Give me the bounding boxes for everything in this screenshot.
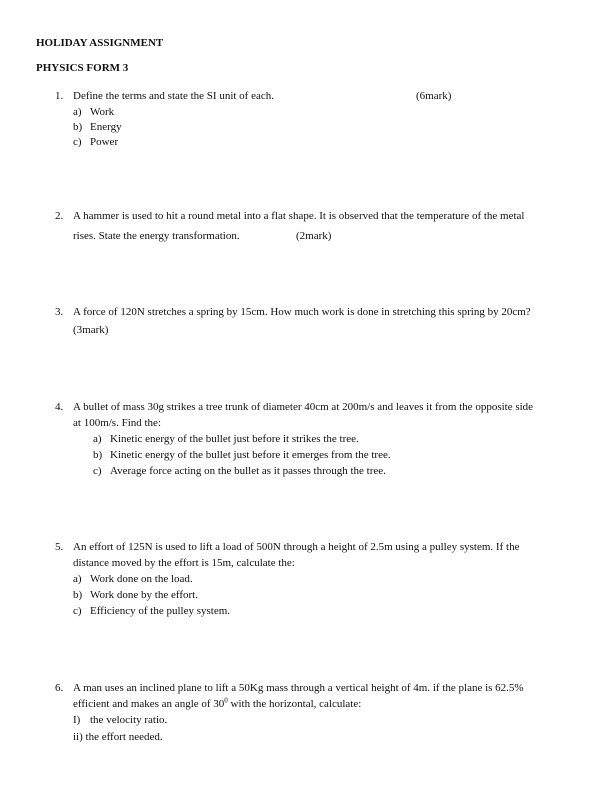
sub-item [73, 106, 114, 119]
sub-item [73, 731, 163, 744]
degree-superscript: 0 [224, 696, 228, 705]
sub-item [93, 433, 359, 446]
question-text [73, 698, 361, 711]
item-text: Kinetic energy of the bullet just before it strikes the tree. [110, 433, 359, 445]
sub-item [73, 573, 193, 586]
question-text: Define the terms and state the SI unit of each. [73, 90, 274, 102]
sub-item [73, 605, 230, 618]
item-text: Work [90, 106, 115, 118]
item-text: ii) the effort needed. [73, 731, 163, 743]
item-label: a) [73, 106, 82, 118]
question-text: rises. State the energy transformation. [73, 230, 240, 242]
item-text: Work done by the effort. [90, 589, 198, 601]
question-number: 1. [55, 90, 64, 102]
item-text: Efficiency of the pulley system. [90, 605, 231, 617]
item-label: c) [73, 136, 82, 148]
sub-item [73, 121, 122, 134]
item-text: Average force acting on the bullet as it passes through the tree. [110, 465, 386, 477]
sub-item [73, 136, 118, 149]
item-text: Work done on the load. [90, 573, 193, 585]
item-label: c) [73, 605, 82, 617]
question-number: 2. [55, 210, 64, 222]
sub-item [93, 465, 386, 478]
document-subtitle: PHYSICS FORM 3 [36, 62, 129, 74]
item-label: c) [93, 465, 102, 477]
question-number: 6. [55, 682, 64, 694]
item-label: I) [73, 714, 81, 726]
item-label: b) [73, 121, 83, 133]
document-title: HOLIDAY ASSIGNMENT [36, 37, 164, 49]
question-text: at 100m/s. Find the: [73, 417, 161, 429]
sub-item [73, 589, 198, 602]
question-marks: (2mark) [296, 230, 332, 242]
item-label: a) [93, 433, 102, 445]
item-text: Kinetic energy of the bullet just before it emerges from the tree. [110, 449, 391, 461]
question-marks: (3mark) [73, 324, 109, 336]
question-text: A force of 120N stretches a spring by 15cm. How much work is done in stretching this spring by 20cm? [73, 306, 531, 318]
text-part: efficient and makes an angle of 30 [73, 698, 225, 710]
sub-item [73, 714, 167, 727]
question-number: 4. [55, 401, 64, 413]
question-text: distance moved by the effort is 15m, calculate the: [73, 557, 295, 569]
item-label: b) [73, 589, 83, 601]
item-text: Energy [90, 121, 122, 133]
item-text: the velocity ratio. [90, 714, 168, 726]
item-label: a) [73, 573, 82, 585]
question-text: A bullet of mass 30g strikes a tree trunk of diameter 40cm at 200m/s and leaves it from the opposite side [73, 401, 534, 413]
sub-item [93, 449, 391, 462]
text-part: with the horizontal, calculate: [227, 698, 362, 710]
question-text: An effort of 125N is used to lift a load of 500N through a height of 2.5m using a pulley system. If the [73, 541, 520, 553]
item-label: b) [93, 449, 103, 461]
question-number: 3. [55, 306, 64, 318]
question-text: A man uses an inclined plane to lift a 50Kg mass through a vertical height of 4m. if the plane is 62.5% [73, 682, 524, 694]
item-text: Power [90, 136, 119, 148]
question-text: A hammer is used to hit a round metal into a flat shape. It is observed that the temperature of the metal [73, 210, 525, 222]
question-marks: (6mark) [416, 90, 452, 102]
question-number: 5. [55, 541, 64, 553]
